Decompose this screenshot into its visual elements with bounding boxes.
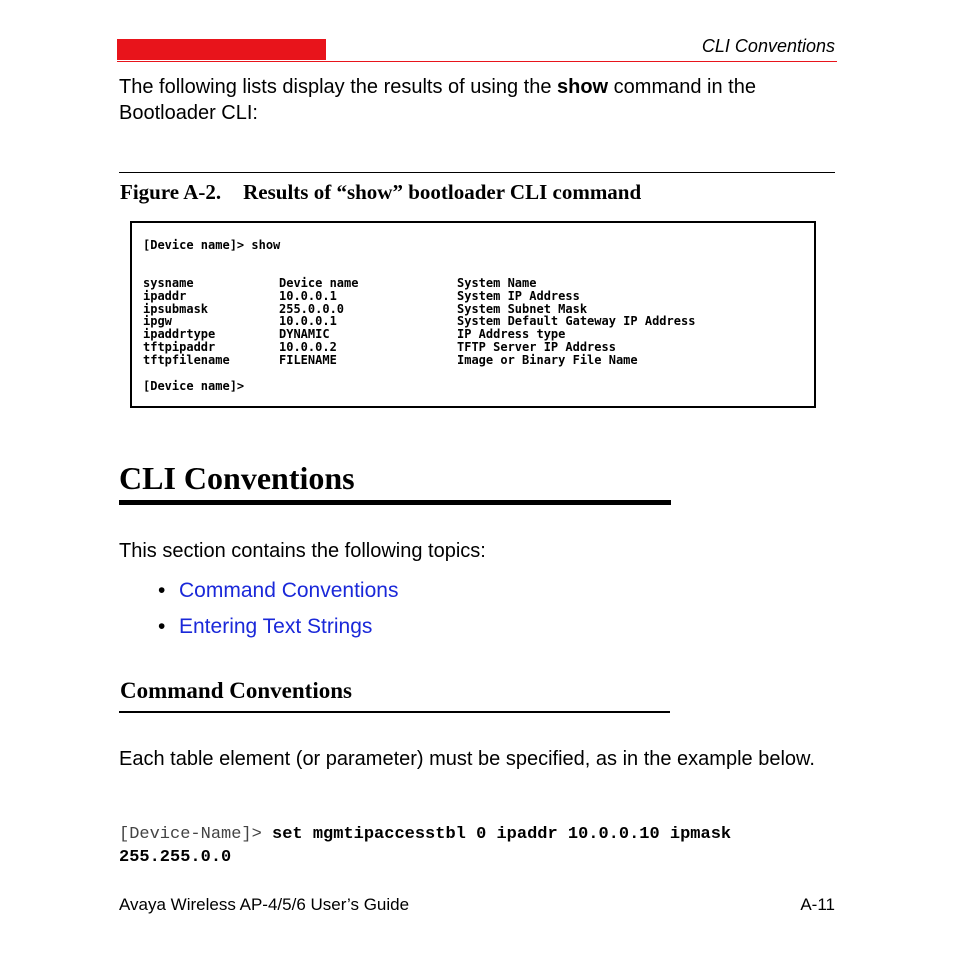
bullet-glyph: • <box>158 615 166 638</box>
terminal-param: tftpipaddr <box>143 340 216 354</box>
parameter-paragraph: Each table element (or parameter) must be specified, as in the example below. <box>119 748 815 770</box>
figure-rule <box>119 172 835 173</box>
subsection-heading: Command Conventions <box>120 678 352 703</box>
running-header-title: CLI Conventions <box>701 36 835 56</box>
figure-label: Figure A-2. <box>120 180 222 204</box>
terminal-desc: System Name <box>457 276 537 290</box>
header-red-bar <box>117 39 326 60</box>
terminal-desc: IP Address type <box>457 327 566 342</box>
terminal-screenshot <box>130 221 816 408</box>
list-item <box>158 578 398 604</box>
terminal-desc: System Subnet Mask <box>457 301 588 316</box>
link-entering-text-strings[interactable]: Entering Text Strings <box>179 615 373 638</box>
code-command: set mgmtipaccesstbl 0 ipaddr 10.0.0.10 ipmask <box>272 825 732 844</box>
topics-intro: This section contains the following topics: <box>119 540 486 562</box>
list-item <box>158 614 372 640</box>
terminal-value: 255.0.0.0 <box>279 301 345 316</box>
bullet-glyph: • <box>158 579 166 602</box>
header-rule <box>117 61 837 62</box>
figure-title: Results of “show” bootloader CLI command <box>243 180 642 204</box>
footer-page-number: A-11 <box>800 895 835 914</box>
intro-text-start: The following lists display the results of using the <box>119 76 557 98</box>
subsection-heading-rule <box>119 711 670 713</box>
code-example-line-1 <box>119 823 731 846</box>
terminal-value: 10.0.0.1 <box>279 288 337 303</box>
terminal-desc: System IP Address <box>457 288 580 303</box>
terminal-param: sysname <box>143 276 194 290</box>
terminal-prompt-show: [Device name]> show <box>143 238 281 252</box>
section-heading: CLI Conventions <box>119 460 355 496</box>
terminal-value: 10.0.0.2 <box>279 340 337 354</box>
terminal-desc: TFTP Server IP Address <box>457 340 616 354</box>
terminal-param: ipaddrtype <box>143 327 216 342</box>
terminal-param: ipsubmask <box>143 301 209 316</box>
intro-show-keyword: show <box>557 76 609 98</box>
terminal-param: tftpfilename <box>143 352 230 367</box>
section-heading-rule <box>119 500 671 505</box>
terminal-value: DYNAMIC <box>279 327 330 342</box>
terminal-param: ipgw <box>143 314 172 329</box>
terminal-prompt-end: [Device name]> <box>143 379 245 393</box>
intro-paragraph <box>119 74 839 126</box>
code-example-line-2: 255.255.0.0 <box>119 848 232 867</box>
terminal-desc: System Default Gateway IP Address <box>457 314 696 329</box>
terminal-value: Device name <box>279 276 359 290</box>
terminal-desc: Image or Binary File Name <box>457 352 638 367</box>
link-command-conventions[interactable]: Command Conventions <box>179 579 399 602</box>
code-prompt: [Device-Name]> <box>119 825 273 844</box>
terminal-value: FILENAME <box>279 352 337 367</box>
terminal-value: 10.0.0.1 <box>279 314 337 329</box>
figure-caption <box>120 180 641 205</box>
intro-text-end: command in the Bootloader CLI: <box>119 76 756 124</box>
terminal-param: ipaddr <box>143 288 187 303</box>
footer-guide-title: Avaya Wireless AP-4/5/6 User’s Guide <box>119 895 410 914</box>
